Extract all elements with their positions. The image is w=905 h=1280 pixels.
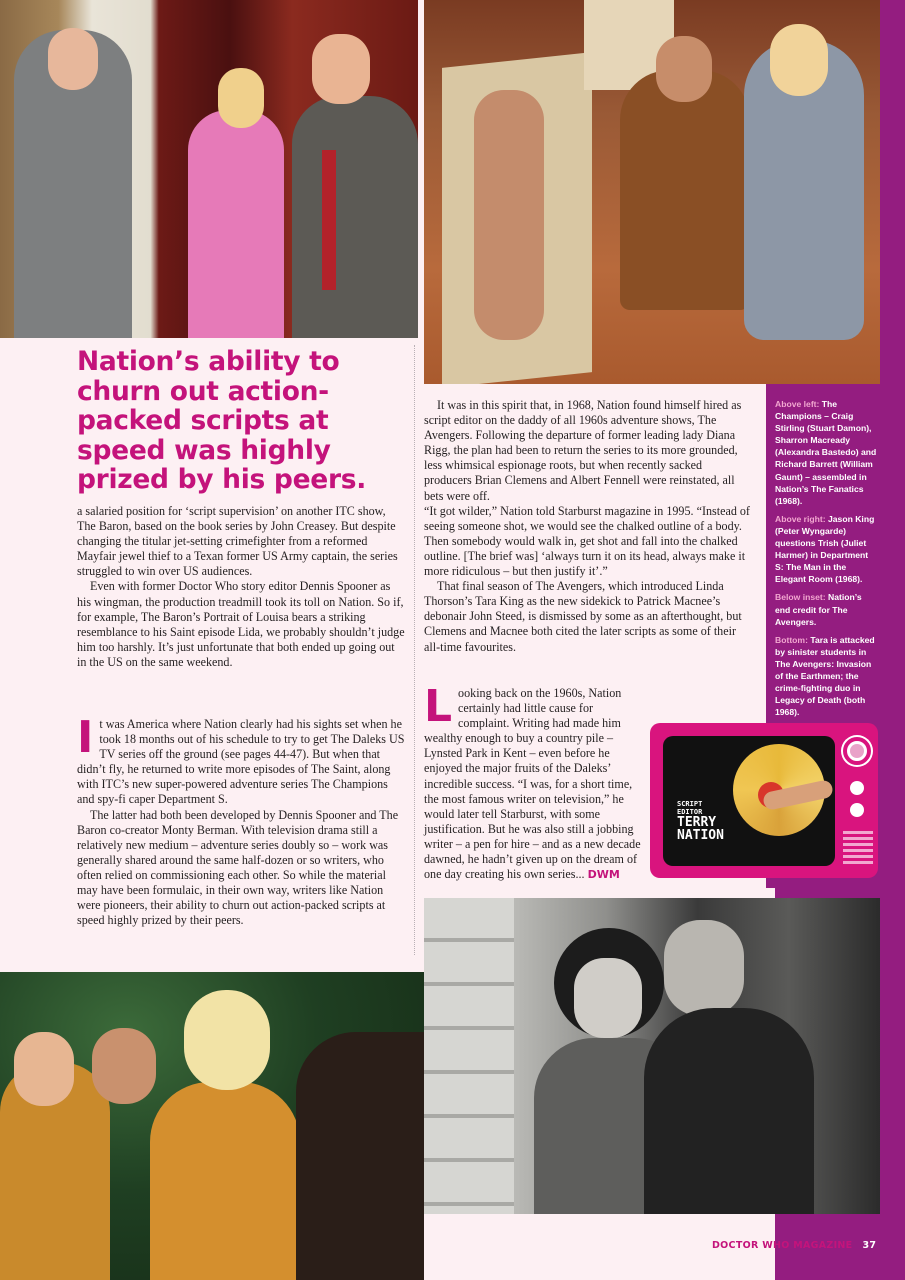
- paragraph: That final season of The Avengers, which introduced Linda Thorson’s Tara King as the new sidekick to Patrick Macnee’s debonair John Steed, is dismissed by some as an afterthought, but Clemens and Macnee both cited the later scripts as some of their all-time favourites.: [424, 579, 742, 654]
- photo-captions: [775, 398, 879, 724]
- paragraph: The latter had both been developed by Dennis Spooner and The Baron co-creator Monty Berman. With television drama still a relatively new medium – adventure series doubly so – work was generally shared around the same half-dozen or so writers, who often relied on commissioning each other. So while the material may have been formulaic, in their own way, writers like Nation were pioneers, their ability to churn out action-packed scripts at speed highly prized by their peers.: [77, 807, 399, 928]
- credit-role: SCRIPT: [677, 800, 703, 808]
- page-number: 37: [862, 1240, 877, 1251]
- column-divider: [414, 345, 415, 955]
- magazine-name: DOCTOR WHO MAGAZINE: [712, 1240, 853, 1251]
- paragraph: It was in this spirit that, in 1968, Nation found himself hired as script editor on the daddy of all 1960s adventure shows, The Avengers. Following the departure of former leading lady Diana Rigg, the plan had been to return the series to its more grounded, less whimsical espionage roots, but when recently sacked producers Brian Clemens and Albert Fennell were reinstated, all bets were off.: [424, 398, 742, 503]
- caption-above-left: Above left: The Champions – Craig Stirling (Stuart Damon), Sharron Macready (Alexandra Bastedo) and Richard Barrett (William Gaunt) – assembled in Nation’s The Fanatics (1968).: [775, 399, 877, 506]
- tv-inset-graphic: [650, 723, 878, 878]
- paragraph: a salaried position for ‘script supervision’ on another ITC show, The Baron, based on the book series by John Creasey. But despite changing the titular jet-setting crimefighter from a reformed Mayfair jewel thief to a Texan former US Army captain, the series struggled to win over US audiences.: [77, 504, 398, 579]
- paragraph-with-dropcap: [424, 681, 646, 882]
- article-column-right-continued: [424, 681, 646, 882]
- pull-quote: Nation’s ability to churn out action-packed scripts at speed was highly prized by his peers.: [77, 346, 366, 495]
- tv-speaker-grille-icon: [843, 831, 873, 867]
- page-footer: [712, 1240, 876, 1251]
- tv-button-icon: [850, 803, 864, 817]
- credit-name: NATION: [677, 828, 724, 843]
- paragraph-text: ooking back on the 1960s, Nation certainly had little cause for complaint. Writing had made him wealthy enough to buy a country pile – Lynsted Park in Kent – even before he enjoyed the major fruits of the Daleks’ incredible success. “I was, for a short time, the most famous writer on television,” he would later tell Starburst, with some justification. But he was also still a jobbing writer – a pen for hire – and as a new decade dawned, he hadn’t given up on the dream of one day creating his own series...: [424, 686, 641, 882]
- article-column-right: [424, 398, 752, 655]
- credit-role: EDITOR: [677, 808, 703, 816]
- credit-name: TERRY: [677, 815, 717, 830]
- end-credit: [677, 800, 724, 842]
- paragraph-with-dropcap: [77, 712, 405, 808]
- drop-cap: I: [77, 712, 94, 763]
- photo-invasion-of-the-earthmen: [0, 972, 424, 1280]
- dwm-signoff: DWM: [587, 868, 620, 882]
- photo-legacy-of-death: [424, 898, 880, 1214]
- tv-button-icon: [850, 781, 864, 795]
- caption-bottom: Bottom: Tara is attacked by sinister students in The Avengers: Invasion of the Earthmen; the crime-fighting duo in Legacy of Death (both 1968).: [775, 634, 875, 718]
- paragraph: Even with former Doctor Who story editor Dennis Spooner as his wingman, the production treadmill took its toll on Nation. So if, for example, The Baron’s Portrait of Louisa bears a striking resemblance to his Saint episode Lida, we probably shouldn’t judge him too harshly. It’s just unfortunate that both ended up going out in the US on the same weekend.: [77, 579, 405, 669]
- drop-cap: L: [424, 681, 453, 732]
- article-column-left: [77, 504, 405, 670]
- caption-above-right: Above right: Jason King (Peter Wyngarde) questions Trish (Juliet Harmer) in Department S: The Man in the Elegant Room (1968).: [775, 513, 875, 585]
- article-column-left-continued: [77, 712, 405, 928]
- photo-department-s: [424, 0, 880, 384]
- tv-knob-icon: [843, 737, 871, 765]
- paragraph-text: t was America where Nation clearly had his sights set when he took 18 months out of his schedule to try to get The Daleks US TV series off the ground (see pages 44-47). But when that didn’t fly, he returned to write more episodes of The Saint, along with ITC’s new super-powered adventure series The Champions and spy-fi caper Department S.: [77, 717, 405, 807]
- caption-below-inset: Below inset: Nation’s end credit for The Avengers.: [775, 592, 862, 627]
- paragraph: “It got wilder,” Nation told Starburst magazine in 1995. “Instead of seeing someone shot, we would see the chalked outline of a body. Then somebody would walk in, get shot and fall into the chalked outline. [The brief was] ‘always turn it on its head, always make it more ridiculous – but then justify it’.”: [424, 503, 750, 579]
- tv-screen: [663, 736, 835, 866]
- photo-champions: [0, 0, 418, 338]
